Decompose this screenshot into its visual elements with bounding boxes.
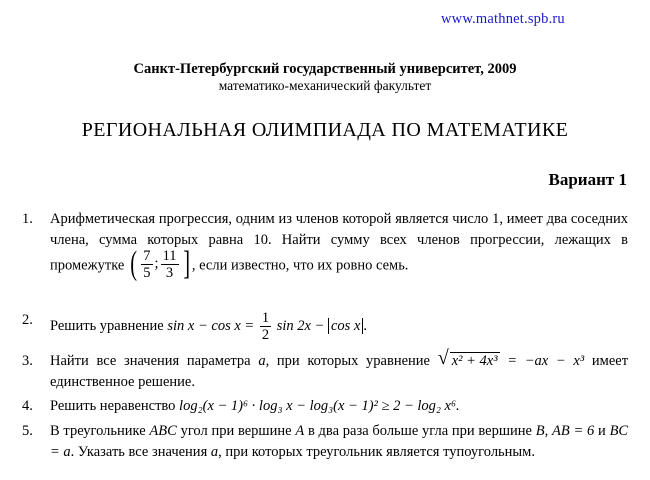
interval: ( $\frac{7}{5}$ ; $\frac{11}{3}$ ]: [130, 245, 190, 282]
parameter: a: [210, 444, 219, 460]
sqrt-sign-icon: √: [437, 347, 449, 370]
problem-text: Решить уравнение: [50, 317, 164, 334]
square-root: √ x² + 4x³: [437, 347, 498, 370]
equation-fraction: $\frac{1}{2}$: [261, 310, 270, 343]
condition-ab: AB = 6: [552, 423, 595, 439]
left-bracket: (: [130, 245, 138, 282]
university-line: Санкт-Петербургский государственный университет, 2009: [133, 61, 517, 77]
triangle-name: ABC: [149, 423, 177, 439]
inequality: log₂(x − 1)⁶ · log₃ x − log₃(x − 1)² ≥ 2 − log₂ x⁶.: [179, 398, 460, 414]
right-bracket: ]: [182, 245, 190, 282]
problem-2: 2. Решить уравнение sin x − cos x = $\frac{1}{2}$ sin 2x − cos x .: [22, 310, 367, 343]
abs-expression: cos x: [328, 318, 363, 334]
problem-3: 3. Найти все значения параметра a, при которых уравнение √ x² + 4x³ = −ax − x³ имеет единственное решение.: [22, 347, 629, 391]
problem-number: 3.: [22, 353, 33, 369]
equation-right: sin 2x −: [276, 317, 325, 334]
problem-text-end: , если известно, что их ровно семь.: [191, 257, 409, 274]
problem-1: [22, 209, 628, 281]
faculty-line: математико-механический факультет: [218, 78, 432, 93]
problem-number: 5.: [22, 423, 33, 439]
problem-number: 4.: [22, 398, 33, 414]
page-title: РЕГИОНАЛЬНАЯ ОЛИМПИАДА ПО МАТЕМАТИКЕ: [81, 119, 569, 141]
problem-4: 4. Решить неравенство log₂(x − 1)⁶ · log₃ x − log₃(x − 1)² ≥ 2 − log₂ x⁶.: [22, 396, 628, 417]
problem-text: Арифметическая прогрессия, одним из членов которой является число 1, имеет два соседних члена, сумма которых равна 10. Найти сумму всех членов прогрессии, лежащих в промежутке: [50, 211, 628, 274]
vertex-b: B: [535, 423, 545, 439]
interval-right-fraction: $\frac{11}{3}$: [162, 247, 177, 281]
problem-5: 5. В треугольнике ABC угол при вершине A в два раза больше угла при вершине B, AB = 6 и BC = a. Указать все значения a, при которых треугольник является тупоугольным.: [22, 423, 629, 460]
problem-number: 1.: [22, 211, 33, 227]
problem-number: 2.: [22, 312, 33, 328]
site-link[interactable]: www.mathnet.spb.ru: [441, 11, 565, 27]
equation-left: sin x − cos x =: [167, 317, 255, 334]
variant-label: Вариант 1: [548, 170, 627, 189]
interval-left-fraction: $\frac{7}{5}$: [143, 247, 151, 281]
equation-rest: = −ax − x³: [507, 353, 585, 369]
condition-bc: BC = a: [50, 423, 629, 460]
vertex-a: A: [295, 423, 305, 439]
parameter: a: [258, 353, 266, 369]
